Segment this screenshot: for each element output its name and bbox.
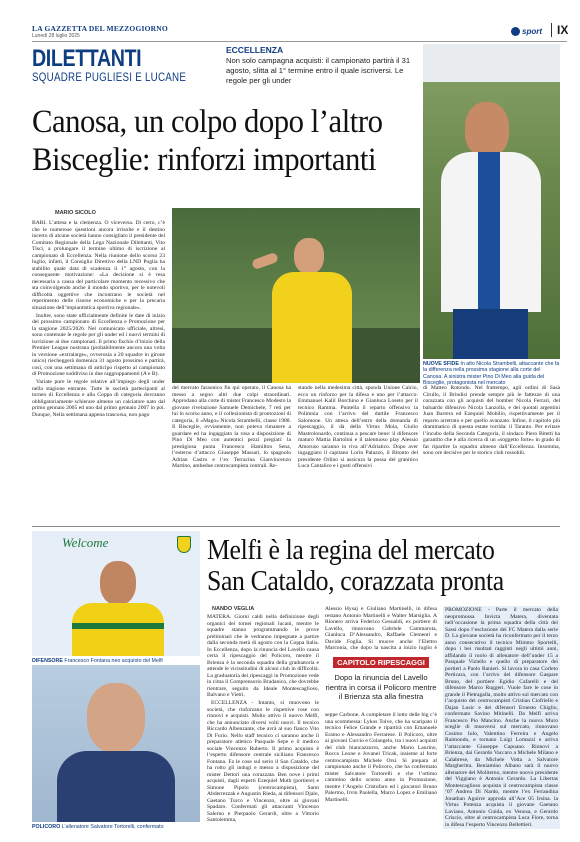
player-shorts	[453, 309, 528, 359]
banner-shape	[423, 44, 560, 82]
photo-di-meo	[172, 208, 420, 383]
ball-icon	[511, 27, 520, 36]
story1-byline: MARIO SICOLO	[55, 210, 96, 216]
sport-logo	[511, 25, 542, 37]
teaser-label: ECCELLENZA	[226, 45, 284, 55]
story2-column-1	[207, 614, 319, 829]
story1-column-1	[32, 220, 165, 522]
headline-line1: Canosa, un colpo dopo l’altro	[32, 104, 383, 140]
paper-name: LA GAZZETTA DEL MEZZOGIORNO	[32, 24, 168, 33]
paragraph: di Matteo Rotondo. Nel frattempo, agli ordini di Sasà Cirullo, il Brindisi prende sempre più le fattezze di una corazzata con gli acquisti del bomber Nicola Ferrari, del baluardo difensivo Nicola Lanzolla, e dei quotati argentini Juan Barrera ed Ezequiel Mobilio, rispettivamente per il reparto arretrato e per quello avanzato. Infine, il capitolo più drammatico di questa estate torrida: il Taranto. Per evitare l’incubo della Seconda Categoria, il sindaco Piero Bitetti ha garantito che è alla ricerca di un «soggetto forte» in grado di far ripartire la squadra almeno dall’Eccellenza. Insomma, sono ore decisive per le storico club rossoblù.	[423, 385, 560, 456]
paragraph: PROMOZIONE - Parte il mercato della neopromossa Invicta Matera, diventata nell’occasione la prima squadra della città dei Sassi dopo l’esclusione del FC Matera dalla serie D. La giovane società ha riconfermato per il terzo anno consecutivo il tecnico Mimmo Sportelli, dopo i bei risultati ragginti negli ultimi anni, affidando il ruolo di allenatore dell’under 15 a Pasquale Viziello e quello di preparatore dei portieri a Paolo Ranieri. Si lavora in casa Corleto Perticara, con l’arrivo del difensore Gaspare Bruno, del portiere Egidio Cafarelli e del difensore Marco Ruggeri. Vuole fare le cose in grande il Pietragalla, molto attivo sul mercato con l’acquisto dei centrocampisti Cristian Ciofriello e Dajan Lusic e dei difensori Ernesto Chiglio, confermato Savino Mitinelli. Da Melfi arriva Francesco Pio Mancino. Anche la nuova Muro sceglie di muoversi sul mercato, rinnovano Cosimo Iulo, Valentino Ferreira e Angelo Raimondo, e tornano Luigi Lomazzi e arriva l’attaccante Giuseppe Capuano. Rinnovi a Brienza, dai Gerardo Vaccaro a Michele Milano e Calabrese, da Michele Votta a Salvatore Margheritta. Beniamino Albano sarà il nuovo allenatore del Moliterno, mentre nuovo presidente del Viggiano è Antonio Gerardo. La Libertas Montescaglioso acquista il centrocampista classe ‘07 Andrea Di Nardo, mentre l’ex Ferrandina Jonathan Aguirre approda all’Ace 05 Irsina. la Virtus Potenza acquista il giovane Gaetano Laviano, Antonio Guida, ex Venosa, e Gerardo Criscio, oltre al centrocampista Luca Fiore, torna in difesa l’esperto Vincenzo Bellettieri.	[445, 607, 558, 828]
coach-jacket	[57, 751, 175, 822]
caption-bold: POLICORO	[32, 824, 61, 830]
paragraph: del mercato faraonico fin qui operato, il Canosa ha messo a segno altri due colpi straordinari. Approdano alla corte di mister Francesco Modesto la giovane rivelazione Samuele Demichele, 7 reti per lui lo scorso anno, e il collezionista di promozioni di categoria, il «Mago» Nicola Strambelli, classe 1988. Il Bisceglie, ovviamente, non poteva rimanere a guardare ed ha ingaggiato la rosa a disposizione di Pino Di Meo con autentici pezzi pregiati: la prestigiosa punta Francesco Hamilton Sena, l’esterno d’attacco Giuseppe Massari, lo spagnolo Adrian Castro e l’ex Terracina Gianvincenzo Martino, ambedue centrocampista centrali. Re-	[172, 385, 291, 469]
coach-head	[294, 238, 324, 274]
story1-column-2	[172, 385, 291, 521]
coach-arm	[251, 252, 279, 270]
sidebox-ripescaggi	[325, 652, 437, 708]
paragraph: Variate pure le regole relative all’impiego degli under nella stagione entrante. Tutte le società partecipanti al torneo di Eccellenza e alla Coppa di categoria dovranno obbligatoriamente schierare almeno un calciatore nato dal primo gennaio 2005 ed uno dal primo gennaio 2007 in poi. Dunque, Nella settimana appena trascorsa, non pago	[32, 379, 165, 418]
sidebox-title: CAPITOLO RIPESCAGGI	[333, 657, 429, 668]
photo-caption-3	[32, 824, 200, 830]
paragraph: Inoltre, sono state ufficialmente definite le date di inizio del prossimo campionato di Eccellenza e Promozione per la stagione 2025/2026. Nel comunicato ufficiale, altresì, sono contenute le regole per gli under ed i nuovi termini di iscrizione ai due campionati. Il primo fischio d’inizio della Premier League nostrana (probabilmente ancora una volta in versione «extralarge», ovverosia a 20 squadre in girone unico) riecheggerà domenica 31 agosto prossimo e partirà, così, con una settimana di anticipo rispetto al campionato di Promozione suddiviso in due raggruppamenti (A e B).	[32, 312, 165, 377]
headline-line2: Bisceglie: rinforzi importanti	[32, 142, 377, 178]
coach-head	[87, 683, 145, 753]
teaser-text: Non solo campagna acquisti: il campionato partirà il 31 agosto, slitta al 1° termine entro il quale iscriversi. Le regole per gli under	[226, 56, 411, 86]
sidebox-text: Dopo la rinuncia del Lavello rientra in corsa il Policoro mentre il Brienza sta alla finestra	[325, 673, 437, 701]
story1-column-3	[298, 385, 418, 521]
photo-fontana	[32, 531, 200, 656]
story2-column-2	[325, 712, 437, 829]
team-badge-icon	[177, 536, 191, 553]
paragraph: MATERA. Giorni caldi nella definizione degli organici dei tornei regionali lucani, mentre le squadre stanno programmando le prove preliminari che le vedranno impegnate a partire dalla seconda metà di agosto con la Coppa Italia. In Eccellenza, dopo la rinuncia del Lavello causa certa il ripescaggio del Policoro, mentre il Brienza è la seconda squadra della graduatoria e attende le vicissitudini di alcuni club in difficoltà. La graduatoria dei ripescaggi in Promozione vede in cima il Comprensorio Bradanico, che dovrebbe rientrare, seguito da Ideale Montescaglioso, Balvano e Vietri.	[207, 614, 319, 698]
caption-text: Francesco Fontana neo acquisto del Melfi	[64, 658, 163, 664]
caption-bold: NUOVE SFIDE	[423, 361, 459, 367]
paragraph: stando nella medesima città, sponda Unione Calcio, ecco un rinforzo per la difesa e uno per l’attacco: Emmanuel Kalil Borchino e Gianluca Loseto per il tecnico Ramma. Puntella il reparto offensivo la Polimnia con l’arrivo del duttile Francesco Salomone. Un attesa dell’estro della domanda di ripescaggio, il dà della Virtus Mola, Giulio Mastrolonardo, continua a pescare bene: il difensore maturo Mattia Bartolini e il talentuoso play Alessio Amoruso saranno in riva all’Adriatico. Dopo aver ingaggiato il capitano Lorin Palazzo, il Bitonto del presidente Orlino si assicura la possa del granitico Luca Cantalice e i gusti offensivi	[298, 385, 418, 469]
story2-headline	[207, 535, 562, 597]
player-head	[465, 102, 509, 156]
section-name: sport	[522, 26, 542, 36]
issue-date: Lunedì 28 luglio 2025	[32, 33, 80, 39]
masthead	[32, 22, 567, 42]
story2-byline: NANDO VEGLIA	[212, 606, 255, 612]
paragraph: BARI. L’attesa e la clemenza. O viceversa. Di certo, c’è che le numerose questioni ancora irrisolte e il destino incerto di alcune società hanno consigliato il presidente del Comitato Regionale della Lega Nazionale Dilettanti, Vito Tisci, a prolungare il termine ultimo di iscrizione al campionato di Eccellenza. Nella riunione dello scorso 23 luglio, infatti, il Consiglio Direttivo della LND Puglia ha stabilito quale data di scadenza il 1° agosto, con la conseguente motivazione: «La decisione si è resa necessaria a causa del particolare momento recessivo che sta coinvolgendo anche il mondo sportivo, per le notevoli difficoltà oggettive che incontrano le società nel reperimento delle risorse economiche e per la precaria situazione dell’impiantistica sportiva regionale».	[32, 220, 165, 311]
coach-shirt	[272, 272, 352, 383]
photo-tortorelli	[32, 665, 200, 822]
photo-caption-2	[32, 658, 200, 664]
caption-text: In alto Nicola Strambelli, attaccante che fa la differenza nella prossima stagione alla corte del Canosa. A sinistra mister Pino Di Meo alla guida del Bisceglie, protagonista nel mercato	[423, 361, 560, 387]
teaser-box	[226, 45, 416, 100]
story1-column-4	[423, 385, 560, 521]
paragraph: ECCELLENZA - Intanto, si muovono le società, che rinforzano le rispettive rose con rinnovi e acquisti. Molto attivo il nuovo Melfi, che ha annunciato diversi volti nuovi. Il tecnico Riccardo Albenzante, che avrà al suo fianco Vito Di Furio. Nello staff tecnico ci saranno anche il preparatore atletico Pasquale Sepe e il medico sociale Vincenzo Ruberto. Il primo acquisto è l’esperto difensore centrale siciliano Francesco Fontana. Fa le cose sul serio il San Cataldo, che ha rotto gli indugi e messo a disposizione del mister Dettori una corazzata. Ben nove i primi acquisti, dagli esperti Ezequiel Muth (portiere) e Simone Pipolo (centrocampista), Sami Abderrezzak e Augustin Rieda, ai difensori Djalo, Gaetano Turco e Vincenzo, oltre ai giovani Spadaro. Confermati gli attaccanti Vincenzo Salerno e Pierpaolo Gerardi, oltre a Vittorio Santoiemma,	[207, 700, 319, 823]
kicker-title: DILETTANTI	[32, 45, 142, 72]
story2-column-3	[443, 606, 560, 829]
story2-column-2-top	[325, 606, 437, 650]
kicker-subtitle: SQUADRE PUGLIESI E LUCANE	[32, 72, 187, 84]
section-kicker	[32, 45, 222, 90]
page-number: IX	[551, 23, 568, 37]
story1-headline	[32, 104, 422, 180]
caption-bold: DIFENSORE	[32, 658, 63, 664]
welcome-text: Welcome	[62, 535, 109, 550]
shirt-stripe	[478, 152, 500, 312]
headline-line2: San Cataldo, corazzata pronta	[207, 566, 504, 597]
jersey-stripe	[72, 623, 164, 629]
headline-line1: Melfi è la regina del mercato	[207, 535, 495, 566]
paragraph: seppe Carbone. A completare il lotto delle big c’è una scommessa: Lykos Tolve, che ha scaripato il tecnico Felice Grande e ripartirà con Emanuele Eramo e Alessandro Ferrarese. Il Policoro, oltre ai giovani Curcio e Colangelo, tra i nuovi acquisti del club biancazzurro, anche Mario Laurino, Rocco Leone e Jovanel Tricak, insieme al forte centrocampista Michele Orsi. Si prepara al campionato anche il Policoro, che ha confermato mister Salvatore Tortorelli e che l’ottimo cammino dello scorso anno in Promozione, mentre l’Angelo Cristofaro ed i giocatori Bruno Palermo, Irvin Paolella, Marco Lopez e Emiliano Martinelli.	[325, 712, 437, 803]
player-head	[100, 561, 136, 605]
photo-strambelli	[423, 44, 560, 359]
player-jersey	[72, 603, 164, 656]
caption-text: L’allenatore Salvatore Tortorelli, confermato	[61, 824, 164, 830]
photo-caption-1	[423, 361, 560, 387]
section-divider	[32, 526, 560, 527]
paragraph: Alessio Hysaj e Giuliano Martinelli, in difesa restano Antonio Martinelli e Walter Marsiglia. A Rionero arriva Federico Gesualdi, ex portiere di Lavello, rinnovano Gabriele Cammarota, Gianluca D’Alessandro, Raffaele Clementi e Davide Foglia. Si muove anche l’Elettro Marconia, che dopo la nascita a inizio luglio è	[325, 606, 437, 650]
